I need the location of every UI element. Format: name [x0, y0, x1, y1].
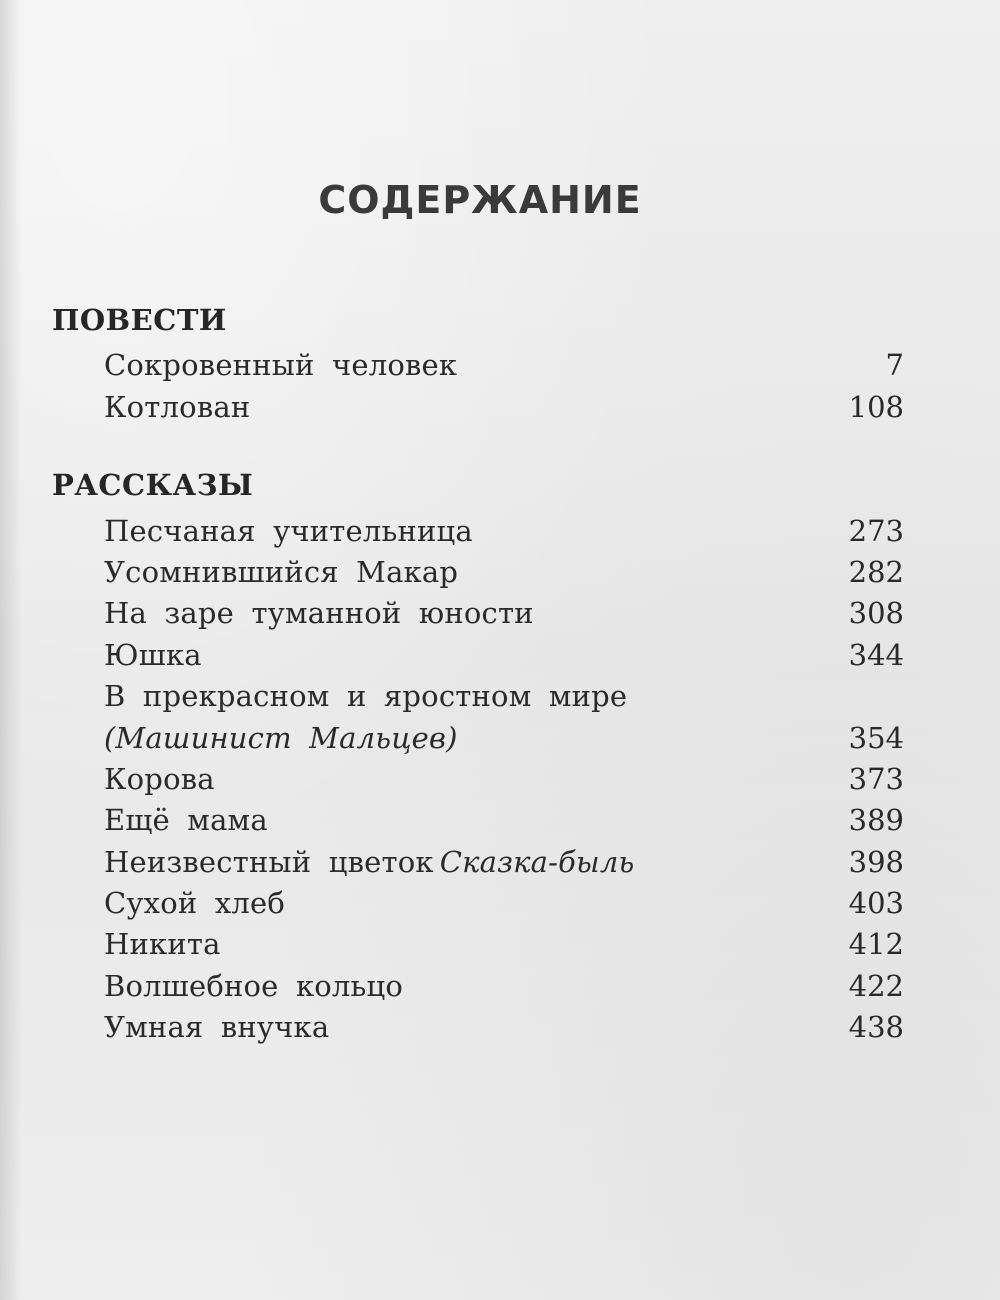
- toc-entry-title: [104, 842, 635, 882]
- toc-entry-title: Сокровенный человек: [104, 348, 458, 382]
- toc-entry: [104, 345, 904, 385]
- toc-entry-page: 373: [848, 762, 904, 796]
- toc-entry: [104, 387, 904, 427]
- toc-entry-title: На заре туманной юности: [104, 596, 534, 630]
- toc-entry-page: 273: [848, 514, 904, 548]
- toc-entry-title: Ещё мама: [104, 803, 268, 837]
- toc-entry-page: 308: [848, 596, 904, 630]
- toc-entry-title: Умная внучка: [104, 1010, 330, 1044]
- toc-entry: [104, 676, 904, 716]
- toc-entry-title: В прекрасном и яростном мире: [104, 679, 628, 713]
- toc-entry: [104, 759, 904, 799]
- toc-entry-title: Корова: [104, 762, 215, 796]
- toc-entry-title: Котлован: [104, 390, 251, 424]
- toc-entry-subtitle: Сказка-быль: [439, 845, 635, 879]
- toc-entry-page: 438: [848, 1010, 904, 1044]
- toc-entry: [104, 924, 904, 964]
- toc-entry-title: Песчаная учительница: [104, 514, 473, 548]
- toc-entry: [104, 593, 904, 633]
- toc-entry: [104, 883, 904, 923]
- toc-entry-title: Никита: [104, 927, 221, 961]
- toc-entry-page: 398: [848, 845, 904, 879]
- toc-entry: [104, 718, 904, 758]
- toc-entry-title: (Машинист Мальцев): [104, 721, 458, 755]
- section-heading-povesti: ПОВЕСТИ: [52, 303, 227, 337]
- toc-entry-page: 412: [848, 927, 904, 961]
- toc-entry-page: 7: [885, 348, 904, 382]
- toc-entry: [104, 842, 904, 882]
- toc-entry-title: Юшка: [104, 638, 202, 672]
- toc-entry-page: 354: [848, 721, 904, 755]
- toc-entry: [104, 966, 904, 1006]
- toc-entry-page: 403: [848, 886, 904, 920]
- toc-entry: [104, 1007, 904, 1047]
- toc-entry-page: 282: [848, 555, 904, 589]
- toc-entry-page: 422: [848, 969, 904, 1003]
- toc-entry-page: 108: [848, 390, 904, 424]
- section-heading-rasskazy: РАССКАЗЫ: [52, 468, 254, 502]
- toc-entry-title: Усомнившийся Макар: [104, 555, 459, 589]
- toc-entry-main-title: Неизвестный цветок: [104, 845, 434, 879]
- toc-entry-page: 344: [848, 638, 904, 672]
- toc-entry: [104, 635, 904, 675]
- toc-entry: [104, 800, 904, 840]
- toc-entry-title: Сухой хлеб: [104, 886, 286, 920]
- toc-entry-page: 389: [848, 803, 904, 837]
- toc-entry: [104, 511, 904, 551]
- page-title: СОДЕРЖАНИЕ: [318, 178, 642, 222]
- toc-entry: [104, 552, 904, 592]
- toc-entry-title: Волшебное кольцо: [104, 969, 404, 1003]
